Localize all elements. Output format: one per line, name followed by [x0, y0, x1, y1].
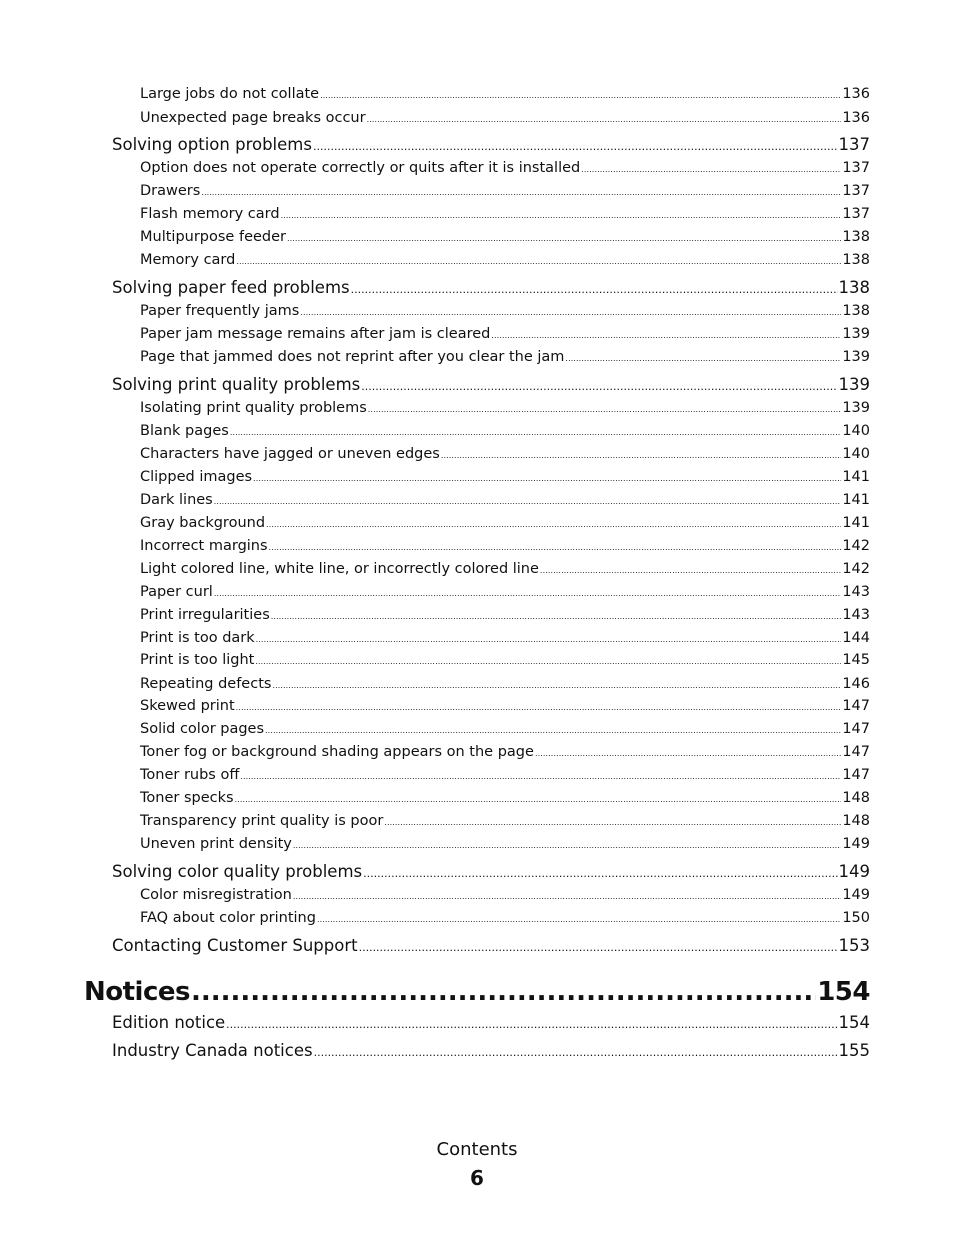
toc-entry[interactable] [140, 469, 870, 485]
toc-entry-page-number: 139 [842, 349, 870, 365]
toc-entry-title: Toner rubs off [140, 767, 240, 783]
toc-entry[interactable] [140, 515, 870, 531]
dot-leader [269, 543, 842, 552]
toc-entry-page-number: 137 [842, 160, 870, 176]
toc-entry-title: Edition notice [112, 1013, 226, 1032]
dot-leader [226, 1018, 837, 1031]
dot-leader [300, 308, 841, 317]
toc-entry-page-number: 138 [842, 229, 870, 245]
toc-entry[interactable] [140, 160, 870, 176]
toc-entry-title: Paper curl [140, 584, 213, 600]
toc-entry-title: Solving color quality problems [112, 862, 363, 881]
toc-entry-page-number: 140 [842, 423, 870, 439]
toc-entry-title: Color misregistration [140, 887, 292, 903]
toc-entry[interactable] [140, 721, 870, 737]
toc-entry-title: Solid color pages [140, 721, 265, 737]
dot-leader [313, 140, 838, 153]
dot-leader [368, 405, 842, 414]
toc-entry-title: Print irregularities [140, 607, 270, 623]
dot-leader [317, 915, 841, 924]
dot-leader [441, 451, 841, 460]
toc-entry-title: Print is too dark [140, 630, 255, 646]
toc-entry[interactable] [112, 862, 870, 881]
toc-entry[interactable] [140, 303, 870, 319]
toc-entry-page-number: 137 [838, 135, 870, 154]
dot-leader [191, 977, 816, 1007]
dot-leader [367, 115, 842, 124]
toc-entry[interactable] [140, 229, 870, 245]
toc-entry[interactable] [112, 278, 870, 297]
toc-entry-page-number: 143 [842, 607, 870, 623]
dot-leader [214, 497, 842, 506]
dot-leader [491, 331, 841, 340]
toc-entry[interactable] [140, 206, 870, 222]
toc-entry[interactable] [112, 135, 870, 154]
toc-entry-page-number: 147 [842, 767, 870, 783]
dot-leader [214, 589, 841, 598]
toc-entry[interactable] [140, 110, 870, 126]
toc-entry[interactable] [140, 446, 870, 462]
toc-entry[interactable] [140, 910, 870, 926]
toc-entry-title: Isolating print quality problems [140, 400, 367, 416]
toc-entry-page-number: 153 [838, 936, 870, 955]
toc-entry-title: FAQ about color printing [140, 910, 316, 926]
dot-leader [293, 841, 841, 850]
toc-entry-page-number: 137 [842, 206, 870, 222]
toc-entry-title: Gray background [140, 515, 266, 531]
toc-entry[interactable] [140, 607, 870, 623]
toc-entry[interactable] [140, 652, 870, 668]
toc-entry-page-number: 154 [838, 1013, 870, 1032]
toc-entry[interactable] [140, 744, 870, 760]
toc-entry[interactable] [140, 561, 870, 577]
toc-entry-page-number: 139 [842, 400, 870, 416]
toc-entry-title: Skewed print [140, 698, 235, 714]
dot-leader [359, 941, 838, 954]
toc-entry[interactable] [140, 813, 870, 829]
toc-entry[interactable] [140, 698, 870, 714]
dot-leader [253, 474, 841, 483]
dot-leader [361, 380, 837, 393]
toc-entry[interactable] [112, 936, 870, 955]
dot-leader [240, 772, 841, 781]
toc-entry-title: Repeating defects [140, 676, 272, 692]
toc-entry-title: Solving paper feed problems [112, 278, 350, 297]
toc-entry-title: Toner specks [140, 790, 234, 806]
toc-entry-page-number: 142 [842, 538, 870, 554]
toc-entry[interactable] [140, 252, 870, 268]
toc-entry-page-number: 147 [842, 698, 870, 714]
toc-entry-title: Light colored line, white line, or incorrectly colored line [140, 561, 539, 577]
toc-entry-page-number: 144 [842, 630, 870, 646]
dot-leader [540, 566, 841, 575]
dot-leader [287, 234, 841, 243]
dot-leader [535, 749, 841, 758]
toc-entry-page-number: 138 [842, 252, 870, 268]
toc-entry-title: Solving option problems [112, 135, 312, 154]
dot-leader [256, 635, 842, 644]
toc-entry-title: Page that jammed does not reprint after you clear the jam [140, 349, 565, 365]
toc-entry[interactable] [140, 326, 870, 342]
toc-entry[interactable] [140, 423, 870, 439]
toc-entry-page-number: 141 [842, 492, 870, 508]
toc-entry[interactable] [140, 836, 870, 852]
dot-leader [293, 892, 841, 901]
toc-entry-title: Drawers [140, 183, 201, 199]
toc-entry-title: Uneven print density [140, 836, 292, 852]
toc-entry[interactable] [140, 538, 870, 554]
toc-entry[interactable] [140, 349, 870, 365]
toc-entry[interactable] [140, 887, 870, 903]
toc-entry[interactable] [112, 375, 870, 394]
toc-entry-page-number: 141 [842, 515, 870, 531]
toc-entry-title: Dark lines [140, 492, 213, 508]
dot-leader [265, 726, 841, 735]
toc-entry-page-number: 150 [842, 910, 870, 926]
toc-entry-page-number: 146 [842, 676, 870, 692]
dot-leader [230, 428, 841, 437]
footer-section-label: Contents [436, 1139, 518, 1160]
dot-leader [351, 283, 838, 296]
toc-entry-page-number: 137 [842, 183, 870, 199]
toc-entry-page-number: 136 [842, 110, 870, 126]
toc-entry-title: Print is too light [140, 652, 255, 668]
dot-leader [320, 91, 841, 100]
toc-entry-page-number: 141 [842, 469, 870, 485]
toc-entry-page-number: 142 [842, 561, 870, 577]
toc-entry-title: Unexpected page breaks occur [140, 110, 366, 126]
toc-entry-page-number: 149 [842, 836, 870, 852]
toc-entry-page-number: 147 [842, 744, 870, 760]
toc-entry-page-number: 143 [842, 584, 870, 600]
toc-entry-page-number: 140 [842, 446, 870, 462]
toc-entry-title: Option does not operate correctly or quits after it is installed [140, 160, 581, 176]
toc-entry-page-number: 138 [842, 303, 870, 319]
toc-entry-title: Solving print quality problems [112, 375, 361, 394]
toc-entry-title: Transparency print quality is poor [140, 813, 384, 829]
toc-entry-page-number: 148 [842, 813, 870, 829]
dot-leader [271, 612, 842, 621]
toc-entry-title: Paper frequently jams [140, 303, 300, 319]
dot-leader [235, 795, 842, 804]
toc-entry-title: Flash memory card [140, 206, 280, 222]
toc-entry-page-number: 154 [817, 977, 870, 1007]
toc-entry-page-number: 149 [842, 887, 870, 903]
toc-entry[interactable] [140, 790, 870, 806]
dot-leader [363, 867, 837, 880]
dot-leader [236, 257, 841, 266]
toc-entry-page-number: 147 [842, 721, 870, 737]
dot-leader [314, 1046, 838, 1059]
footer-page-number: 6 [470, 1166, 484, 1190]
toc-entry[interactable] [140, 492, 870, 508]
toc-entry-page-number: 139 [842, 326, 870, 342]
toc-entry[interactable] [140, 676, 870, 692]
toc-entry-title: Toner fog or background shading appears on the page [140, 744, 534, 760]
dot-leader [281, 211, 842, 220]
toc-entry-title: Industry Canada notices [112, 1041, 313, 1060]
toc-entry[interactable] [112, 1041, 870, 1060]
toc-entry-page-number: 136 [842, 86, 870, 102]
toc-entry-title: Notices [84, 977, 190, 1007]
toc-entry-title: Incorrect margins [140, 538, 268, 554]
toc-entry[interactable] [112, 1013, 870, 1032]
toc-entry-page-number: 155 [838, 1041, 870, 1060]
toc-entry-title: Large jobs do not collate [140, 86, 320, 102]
toc-entry-title: Clipped images [140, 469, 253, 485]
toc-entry-title: Memory card [140, 252, 236, 268]
toc-entry[interactable] [140, 183, 870, 199]
dot-leader [236, 703, 842, 712]
toc-entry[interactable] [140, 400, 870, 416]
dot-leader [565, 354, 841, 363]
dot-leader [201, 188, 841, 197]
toc-entry[interactable] [140, 630, 870, 646]
dot-leader [266, 520, 841, 529]
toc-entry-page-number: 139 [838, 375, 870, 394]
toc-entry-page-number: 145 [842, 652, 870, 668]
toc-entry-title: Contacting Customer Support [112, 936, 358, 955]
toc-entry[interactable] [140, 767, 870, 783]
dot-leader [255, 657, 841, 666]
dot-leader [581, 165, 841, 174]
dot-leader [384, 818, 841, 827]
toc-entry-title: Paper jam message remains after jam is cleared [140, 326, 491, 342]
toc-entry[interactable] [84, 977, 870, 1007]
toc-entry-page-number: 148 [842, 790, 870, 806]
toc-entry[interactable] [140, 584, 870, 600]
toc-entry-title: Characters have jagged or uneven edges [140, 446, 440, 462]
toc-entry[interactable] [140, 86, 870, 102]
toc-entry-page-number: 138 [838, 278, 870, 297]
dot-leader [272, 681, 841, 690]
toc-entry-page-number: 149 [838, 862, 870, 881]
toc-entry-title: Multipurpose feeder [140, 229, 286, 245]
toc-entry-title: Blank pages [140, 423, 229, 439]
